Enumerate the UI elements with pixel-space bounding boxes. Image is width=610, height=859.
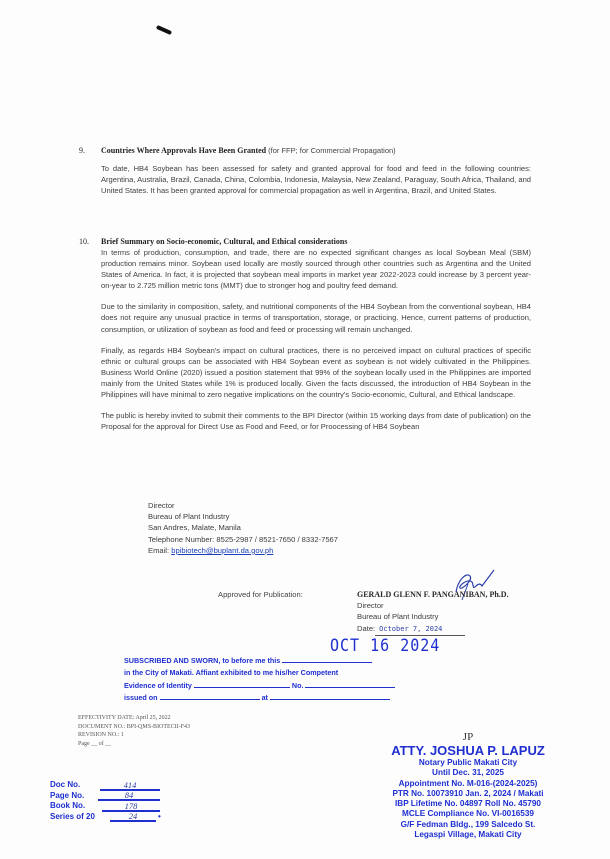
blank-line	[305, 681, 395, 688]
document-number: DOCUMENT NO.: BPI-QMS-BIOTECII-F43	[78, 723, 191, 730]
notary-name: ATTY. JOSHUA P. LAPUZ	[391, 743, 545, 758]
notary-line: Notary Public Makati City	[418, 758, 518, 767]
section-heading	[79, 237, 531, 246]
notary-line: Until Dec. 31, 2025	[432, 768, 504, 778]
section-title: Countries Where Approvals Have Been Granted	[101, 146, 267, 155]
register-value: 414	[100, 781, 160, 791]
sworn-line-1	[124, 655, 395, 667]
register-value: 178	[102, 802, 160, 812]
register-label: Series of 20	[50, 811, 95, 821]
sworn-text: Evidence of Identity	[124, 680, 192, 690]
blank-line	[160, 693, 260, 700]
notary-line: Legaspi Village, Makati City	[414, 830, 522, 840]
register-label: Doc No.	[50, 780, 81, 789]
section-9	[79, 146, 531, 196]
sworn-stamp	[124, 655, 395, 705]
section-title-suffix: (for FFP; for Commercial Propagation)	[268, 146, 396, 155]
register-row-doc	[50, 780, 161, 791]
blank-line	[194, 681, 290, 688]
register-dot: •	[158, 811, 161, 821]
contact-address: San Andres, Malate, Manila	[148, 523, 241, 533]
register-row-book	[50, 801, 161, 812]
public-comment-paragraph: The public is hereby invited to submit their comments to the BPI Director (within 15 working days from date of publication) on the Proposal for the approval for Direct Use as Food and Feed, or for Proocessing of HB4 Soybean	[101, 411, 531, 432]
contact-telephone: Telephone Number: 8525-2987 / 8521-7650 / 8332-7567	[148, 534, 338, 544]
sworn-text: No.	[291, 680, 304, 690]
date-label: Date:	[357, 623, 376, 633]
register-value: 24	[110, 812, 156, 822]
register-row-page	[50, 791, 161, 802]
notary-line: IBP Lifetime No. 04897 Roll No. 45790	[395, 799, 541, 809]
notary-stamp	[358, 732, 578, 840]
effectivity-date: EFFECTIVITY DATE: April 25, 2022	[78, 715, 171, 721]
approved-for-publication-label: Approved for Publication:	[218, 590, 303, 599]
page-number: Page __ of __	[78, 740, 112, 747]
revision-number: REVISION NO.: 1	[78, 732, 124, 739]
signer-position: Director	[357, 601, 384, 611]
register-label: Page No.	[50, 790, 85, 800]
sworn-text: SUBSCRIBED AND SWORN, to before me this	[124, 656, 281, 665]
sworn-text: at	[261, 693, 268, 703]
signer-name: GERALD GLENN F. PANGANIBAN, Ph.D.	[357, 590, 509, 599]
blank-line	[270, 693, 390, 700]
notarial-register	[50, 780, 161, 822]
contact-block	[148, 500, 338, 556]
section-number: 10.	[79, 237, 89, 246]
section-10	[79, 237, 531, 432]
signer-block	[357, 589, 509, 636]
section-heading	[79, 146, 531, 155]
section-title: Brief Summary on Socio-economic, Cultural, and Ethical considerations	[101, 237, 348, 246]
section-number: 9.	[79, 146, 85, 155]
email-link[interactable]: bpibiotech@buplant.da.gov.ph	[171, 545, 274, 555]
notary-line: PTR No. 10073910 Jan. 2, 2024 / Makati	[392, 788, 544, 798]
notary-line: G/F Fedman Bldg., 199 Salcedo St.	[400, 819, 536, 829]
pen-mark	[156, 25, 172, 35]
stamp-date: OCT 16 2024	[330, 634, 441, 656]
sworn-line-4	[124, 692, 395, 704]
notary-initials-icon: JP	[462, 731, 474, 743]
section-paragraph: Due to the similarity in composition, safety, and nutritional components of the HB4 Soybean from the conventional soybean, HB4 does not require any unusual practice in terms of transportation, storage, or practicing. Hence, current patterns of production, consumption, or utilization of soybean as food and feed or processing will remain unchanged.	[101, 302, 531, 334]
sworn-line-3	[124, 680, 395, 692]
date-value: October 7, 2024	[375, 624, 465, 636]
section-paragraph: Finally, as regards HB4 Soybean's impact on cultural practices, there is no perceived impact on cultural practices of specific ethnic or cultural groups can be associated with HB4 Soybean event as soybean is not widely cultivated in the Philippines. Business World Online (2020) issued a position statement that 99% of the soybean locally used in the Philippines are imported mainly from the United States while 1% is produced locally. Given the facts discussed, the introduction of HB4 Soybean in the Philippines will have minimal to zero negative implications on the country's Socio-economic, Cultural, and Ethical landscape.	[101, 345, 531, 400]
document-control-info	[78, 714, 190, 748]
sworn-text: issued on	[124, 693, 158, 703]
section-paragraph: To date, HB4 Soybean has been assessed for safety and granted approval for food and feed in the following countries: Argentina, Australia, Brazil, Canada, China, Colombia, Indonesia, Malaysia, New Zealand, Paraguay, South Africa, Thailand, and United States. It has been granted approval for commercial propagation as well in Argentina, Brazil, and United States.	[101, 164, 531, 196]
notary-line: Appointment No. M-016-(2024-2025)	[398, 778, 538, 788]
notary-line: MCLE Compliance No. VI-0016539	[402, 809, 534, 819]
register-value: 84	[98, 791, 160, 801]
section-paragraph: In terms of production, consumption, and trade, there are no expected significant changes as local Soybean Meal (SBM) production remains minor. Soybean used locally are mostly sourced through other countries such as Argentina and the United States of America. In fact, it is projected that soybean meal imports in market year 2022-2023 could increase by 3 percent year-on-year to 2.725 million metric tons (MMT) due to stronger hog and poultry feed demand.	[101, 248, 531, 291]
signer-office: Bureau of Plant Industry	[357, 612, 439, 622]
register-row-series	[50, 812, 161, 823]
register-label: Book No.	[50, 801, 86, 810]
contact-title: Director	[148, 501, 175, 510]
email-label: Email:	[148, 545, 170, 555]
contact-office: Bureau of Plant Industry	[148, 512, 230, 522]
sworn-line-2: in the City of Makati. Affiant exhibited to me his/her Competent	[124, 668, 339, 678]
contact-email-row	[148, 545, 338, 556]
blank-line	[282, 656, 372, 663]
